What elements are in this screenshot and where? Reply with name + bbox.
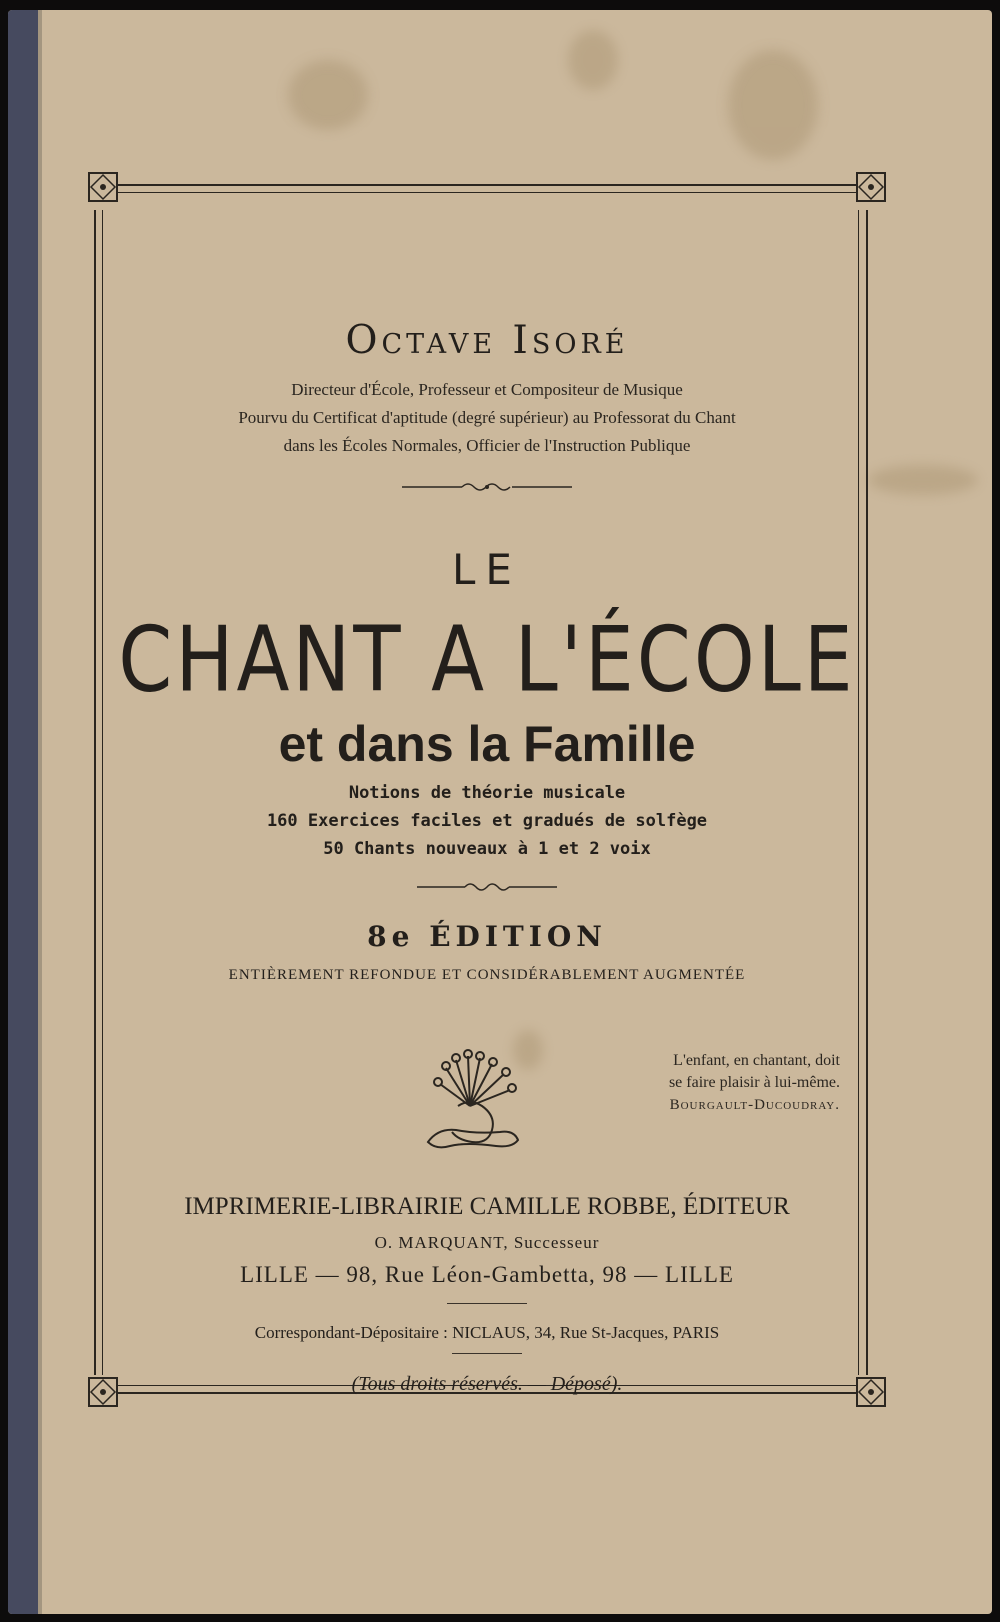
frame-top-line-inner [118,192,856,193]
divider-ornament-icon [417,880,557,894]
frame-left-line [94,210,96,1375]
title-article: LE [452,545,522,594]
divider-ornament-icon [402,480,572,494]
publisher-successor: O. MARQUANT, Successeur [374,1233,600,1252]
epigraph-author: Bourgault-Ducoudray. [669,1097,840,1113]
stain [288,60,368,130]
corner-ornament-icon [854,170,888,204]
contents-line: 50 Chants nouveaux à 1 et 2 voix [323,839,651,859]
frame-top-line [118,184,856,186]
stain [728,50,818,160]
book-spine [8,10,38,1614]
edition-note: ENTIÈREMENT REFONDUE ET CONSIDÉRABLEMENT AUGMENTÉE [228,967,746,983]
contents-line: 160 Exercices faciles et gradués de solfège [266,811,708,831]
corner-ornament-icon [86,170,120,204]
main-title: CHANT A L'ÉCOLE [118,607,856,713]
epigraph-line: L'enfant, en chantant, doit [673,1052,840,1069]
stain [568,30,618,90]
depositaire: Correspondant-Dépositaire : NICLAUS, 34, Rue St-Jacques, PARIS [254,1323,720,1342]
author-credential: dans les Écoles Normales, Officier de l'Instruction Publique [283,436,691,455]
lyre-emblem-icon [418,1046,524,1152]
stain [868,465,978,495]
contents-line: Notions de théorie musicale [348,783,626,803]
ornamental-frame [98,190,876,1440]
rights-notice: (Tous droits réservés. — Déposé). [351,1373,623,1395]
author-credential: Pourvu du Certificat d'aptitude (degré supérieur) au Professorat du Chant [238,408,736,427]
subtitle: et dans la Famille [278,716,696,772]
book-cover [8,10,992,1614]
author-name: Octave Isoré [345,318,629,363]
publisher-name: IMPRIMERIE-LIBRAIRIE CAMILLE ROBBE, ÉDITEUR [184,1193,790,1220]
edition-label: 8e ÉDITION [367,920,607,953]
author-credential: Directeur d'École, Professeur et Compositeur de Musique [291,380,683,399]
spine-edge [38,10,42,1614]
epigraph-line: se faire plaisir à lui-même. [668,1074,840,1091]
divider-rule [452,1353,522,1354]
epigraph [540,1050,840,1116]
publisher-address: LILLE — 98, Rue Léon-Gambetta, 98 — LILLE [240,1262,734,1287]
divider-rule [447,1303,527,1304]
